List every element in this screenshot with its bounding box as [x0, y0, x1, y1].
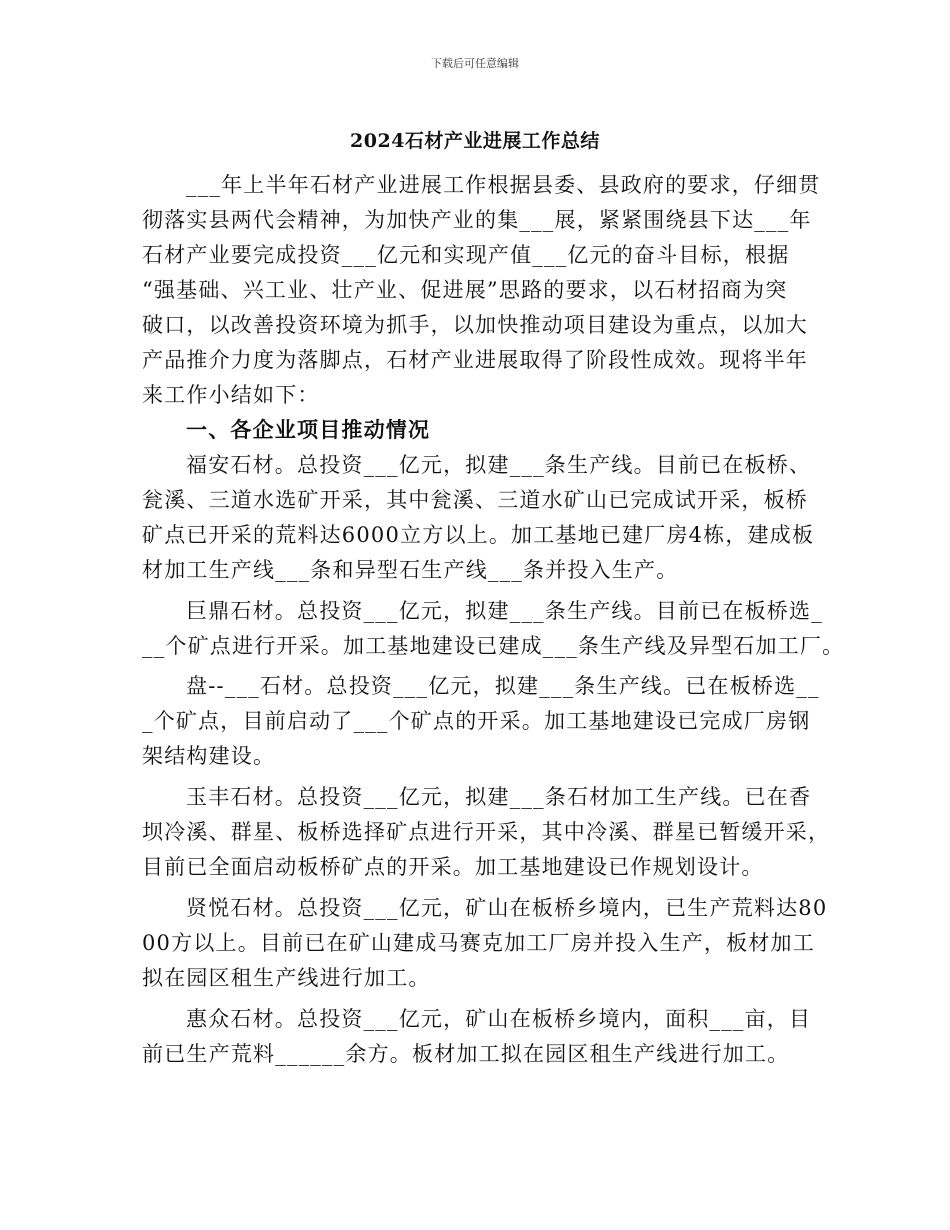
paragraph-fuan	[142, 448, 815, 588]
paragraph-line: 福安石材。总投资___亿元，拟建___条生产线。目前已在板桥、	[186, 453, 812, 477]
paragraph-line: 彻落实县两代会精神，为加快产业的集___展，紧紧围绕县下达___年	[142, 208, 812, 232]
paragraph-line: 坝冷溪、群星、板桥选择矿点进行开采，其中冷溪、群星已暂缓开采，	[142, 820, 831, 844]
paragraph-huizhong	[142, 1002, 812, 1072]
paragraph-line: __个矿点进行开采。加工基地建设已建成___条生产线及异型石加工厂。	[142, 634, 845, 658]
paragraph-line: 来工作小结如下：	[142, 383, 320, 407]
paragraph-pan	[142, 669, 820, 774]
paragraph-line: 玉丰石材。总投资___亿元，拟建___条石材加工生产线。已在香	[186, 785, 812, 809]
paragraph-line: 00方以上。目前已在矿山建成马赛克加工厂房并投入生产，板材加工	[142, 931, 815, 955]
paragraph-line: 惠众石材。总投资___亿元，矿山在板桥乡境内，面积___亩，目	[186, 1007, 812, 1031]
paragraph-line: 前已生产荒料______余方。板材加工拟在园区租生产线进行加工。	[142, 1042, 790, 1066]
header-note: 下载后可任意编辑	[431, 57, 519, 70]
paragraph-yufeng	[142, 780, 831, 885]
paragraph-line: _个矿点，目前启动了___个矿点的开采。加工基地建设已完成厂房钢	[142, 709, 811, 733]
paragraph-line: 材加工生产线___条和异型石生产线___条并投入生产。	[142, 558, 679, 582]
paragraph-line: ___年上半年石材产业进展工作根据县委、县政府的要求，仔细贯	[186, 173, 821, 197]
paragraph-line: 石材产业要完成投资___亿元和实现产值___亿元的奋斗目标，根据	[142, 243, 790, 267]
paragraph-line: 瓮溪、三道水选矿开采，其中瓮溪、三道水矿山已完成试开采，板桥	[142, 488, 808, 512]
paragraph-line: 巨鼎石材。总投资___亿元，拟建___条生产线。目前已在板桥选_	[186, 599, 823, 623]
paragraph-line: 目前已全面启动板桥矿点的开采。加工基地建设已作规划设计。	[142, 855, 764, 879]
paragraph-line: 破口，以改善投资环境为抓手，以加快推动项目建设为重点，以加大	[142, 313, 808, 337]
paragraph-line: 矿点已开采的荒料达6000立方以上。加工基地已建厂房4栋，建成板	[142, 523, 815, 547]
paragraph-line: 拟在园区租生产线进行加工。	[142, 966, 431, 990]
document-body	[142, 168, 845, 1072]
section-heading: 一、各企业项目推动情况	[186, 418, 431, 442]
paragraph-line: “强基础、兴工业、壮产业、促进展”思路的要求，以石材招商为突	[142, 278, 788, 302]
paragraph-line: 盘--___石材。总投资___亿元，拟建___条生产线。已在板桥选__	[186, 674, 820, 698]
paragraph-juding	[142, 594, 845, 664]
paragraph-line: 产品推介力度为落脚点，石材产业进展取得了阶段性成效。现将半年	[142, 348, 808, 372]
paragraph-line: 贤悦石材。总投资___亿元，矿山在板桥乡境内，已生产荒料达80	[186, 896, 828, 920]
intro-paragraph	[142, 168, 821, 413]
document-title: 2024石材产业进展工作总结	[350, 130, 600, 152]
paragraph-xianyue	[142, 891, 828, 996]
paragraph-line: 架结构建设。	[142, 744, 276, 768]
